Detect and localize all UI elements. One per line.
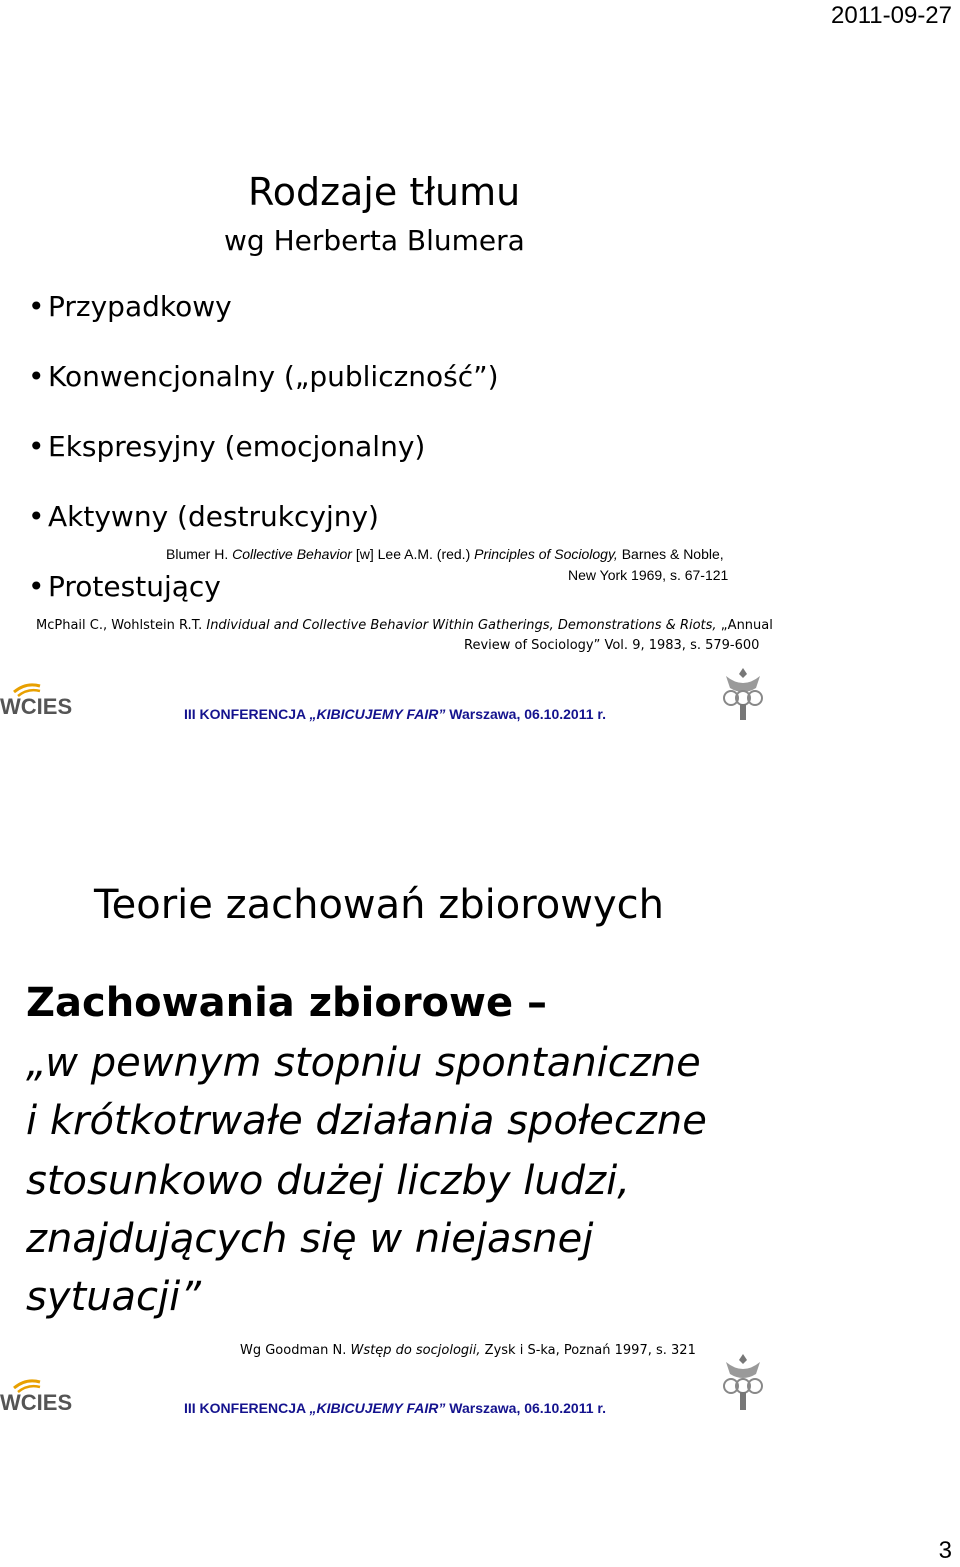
definition-line: i krótkotrwałe działania społeczne xyxy=(26,1098,707,1144)
slide2-heading: Zachowania zbiorowe – xyxy=(26,980,548,1026)
bullet-item: • Aktywny (destrukcyjny) xyxy=(28,500,379,533)
slide2-title: Teorie zachowań zbiorowych xyxy=(94,882,664,928)
slide2-footer: III KONFERENCJA „KIBICUJEMY FAIR” Warszawa, 06.10.2011 r. xyxy=(184,1400,606,1416)
svg-text:WCIES: WCIES xyxy=(0,1390,73,1415)
reference-blumer-line2: New York 1969, s. 67-121 xyxy=(568,567,729,583)
wcies-logo-graphic xyxy=(0,680,73,720)
bullet-item: • Konwencjonalny („publiczność”) xyxy=(28,360,499,393)
wcies-logo xyxy=(0,1376,73,1416)
document-date: 2011-09-27 xyxy=(831,2,952,29)
bullet-item: • Przypadkowy xyxy=(28,290,232,323)
wcies-logo xyxy=(0,680,73,720)
slide1-footer: III KONFERENCJA „KIBICUJEMY FAIR” Warszawa, 06.10.2011 r. xyxy=(184,706,606,722)
definition-line: „w pewnym stopniu spontaniczne xyxy=(26,1040,701,1086)
reference-blumer: Blumer H. Collective Behavior [w] Lee A.M. (red.) Principles of Sociology, Barnes & Noble, xyxy=(166,546,724,562)
svg-text:WCIES: WCIES xyxy=(0,694,73,719)
reference-mcphail: McPhail C., Wohlstein R.T. Individual and Collective Behavior Within Gatherings, Demonstrations & Riots, „Annual xyxy=(36,618,773,633)
reference-mcphail-line2: Review of Sociology” Vol. 9, 1983, s. 579-600 xyxy=(464,638,760,653)
olympic-emblem-icon xyxy=(716,1350,770,1414)
definition-line: sytuacji” xyxy=(26,1274,201,1320)
page-number: 3 xyxy=(938,1537,952,1564)
slide1-title: Rodzaje tłumu xyxy=(248,170,521,214)
reference-goodman: Wg Goodman N. Wstęp do socjologii, Zysk i S-ka, Poznań 1997, s. 321 xyxy=(240,1343,696,1358)
definition-line: stosunkowo dużej liczby ludzi, xyxy=(26,1158,630,1204)
olympic-emblem-icon xyxy=(716,664,770,724)
bullet-item: • Ekspresyjny (emocjonalny) xyxy=(28,430,426,463)
slide1-subtitle: wg Herberta Blumera xyxy=(224,224,525,257)
wcies-logo-graphic xyxy=(0,1376,73,1416)
definition-line: znajdujących się w niejasnej xyxy=(26,1216,594,1262)
bullet-item: • Protestujący xyxy=(28,570,221,603)
